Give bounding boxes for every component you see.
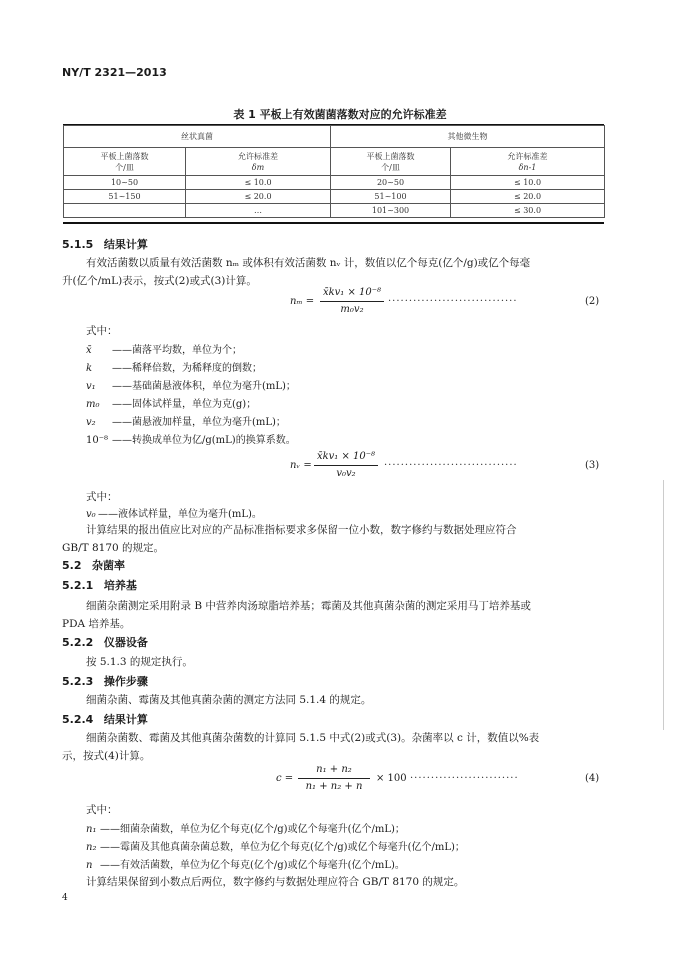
equation-2-numerator: x̄kv₁ × 10⁻⁸: [322, 287, 382, 298]
equation-2-denominator: m₀v₂: [340, 304, 364, 315]
paragraph: 计算结果保留到小数点后两位，数字修约与数据处理应符合 GB/T 8170 的规定。: [86, 876, 465, 888]
table-1: [63, 125, 605, 218]
table-cell: 101~300: [331, 204, 451, 218]
equation-3-lhs: nᵥ =: [290, 460, 312, 471]
definition-row: k ——稀释倍数，为稀释度的倒数；: [86, 363, 262, 374]
definition-row: x̄ ——菌落平均数，单位为个；: [86, 345, 242, 356]
table-cell: ≤ 10.0: [451, 176, 605, 190]
section-heading-5-1-5: 5.1.5 结果计算: [62, 238, 148, 251]
definition-row: n₁ ——细菌杂菌数，单位为亿个每克(亿个/g)或亿个每毫升(亿个/mL)；: [86, 824, 405, 835]
equation-4-tail: × 100: [376, 773, 407, 784]
section-heading-5-2-4: 5.2.4 结果计算: [62, 713, 148, 726]
definition-row: v₀ ——液体试样量，单位为毫升(mL)。: [86, 509, 262, 520]
paragraph: 细菌杂菌测定采用附录 B 中营养肉汤琼脂培养基；霉菌及其他真菌杂菌的测定采用马丁培养基或: [86, 600, 531, 612]
section-heading-5-2: 5.2 杂菌率: [62, 559, 125, 572]
table-row: [64, 176, 605, 190]
table-cell: ≤ 30.0: [451, 204, 605, 218]
table-cell: …: [186, 204, 331, 218]
equation-2-number: (2): [585, 296, 600, 307]
leader-dots: ································: [384, 460, 518, 471]
fraction-line: [320, 301, 384, 302]
paragraph: 计算结果的报出值应比对应的产品标准指标要求多保留一位小数，数字修约与数据处理应符合: [86, 524, 517, 536]
table-cell: 51~150: [64, 190, 186, 204]
definition-row: v₁ ——基础菌悬液体积，单位为毫升(mL)；: [86, 381, 296, 392]
leader-dots: ·······························: [388, 296, 518, 307]
definition-row: n ——有效活菌数，单位为亿个每克(亿个/g)或亿个每毫升(亿个/mL)。: [86, 860, 405, 871]
definition-row: 10⁻⁸ ——转换成单位为亿/g(mL)的换算系数。: [86, 435, 296, 446]
equation-4-numerator: n₁ + n₂: [316, 764, 352, 775]
scan-edge-line: [663, 480, 664, 730]
section-heading-5-2-3: 5.2.3 操作步骤: [62, 675, 148, 688]
paragraph: 有效活菌数以质量有效活菌数 nₘ 或体积有效活菌数 nᵥ 计，数值以亿个每克(亿个/g)或亿个每毫: [86, 257, 531, 269]
leader-dots: ··························: [410, 773, 519, 784]
group-header-other: 其他微生物: [331, 126, 605, 148]
fraction-line: [298, 778, 370, 779]
table-cell: [64, 204, 186, 218]
table-caption: 表 1 平板上有效菌菌落数对应的允许标准差: [233, 108, 447, 121]
table-cell: ≤ 20.0: [186, 190, 331, 204]
table-cell: 10~50: [64, 176, 186, 190]
col-header: 平板上菌落数 个/皿: [331, 148, 451, 176]
definition-row: n₂ ——霉菌及其他真菌杂菌总数，单位为亿个每克(亿个/g)或亿个每毫升(亿个/mL)；: [86, 842, 465, 853]
paragraph: 示，按式(4)计算。: [62, 750, 151, 762]
section-heading-5-2-2: 5.2.2 仪器设备: [62, 636, 148, 649]
table-row: [64, 190, 605, 204]
equation-4-denominator: n₁ + n₂ + n: [305, 781, 363, 792]
definition-row: v₂ ——菌悬液加样量，单位为毫升(mL)；: [86, 417, 286, 428]
table-cell: 51~100: [331, 190, 451, 204]
equation-3-numerator: x̄kv₁ × 10⁻⁸: [316, 451, 376, 462]
paragraph: 按 5.1.3 的规定执行。: [86, 656, 193, 668]
table-cell: ≤ 10.0: [186, 176, 331, 190]
equation-3-number: (3): [585, 460, 600, 471]
paragraph: 细菌杂菌数、霉菌及其他真菌杂菌数的计算同 5.1.5 中式(2)或式(3)。杂菌率以 c 计，数值以%表: [86, 732, 540, 744]
equation-3-denominator: v₀v₂: [336, 468, 356, 479]
page-number: 4: [62, 893, 68, 903]
paragraph: PDA 培养基。: [62, 618, 131, 630]
where-label: 式中：: [86, 491, 118, 503]
paragraph: 升(亿个/mL)表示，按式(2)或式(3)计算。: [62, 275, 257, 287]
col-header: 平板上菌落数 个/皿: [64, 148, 186, 176]
standard-id: NY/T 2321—2013: [62, 66, 167, 79]
definition-row: m₀ ——固体试样量，单位为克(g)；: [86, 399, 257, 410]
equation-2-lhs: nₘ =: [290, 296, 315, 307]
table-cell: ≤ 20.0: [451, 190, 605, 204]
table-bottom-rule: [63, 222, 604, 224]
where-label: 式中：: [86, 804, 118, 816]
paragraph: 细菌杂菌、霉菌及其他真菌杂菌的测定方法同 5.1.4 的规定。: [86, 694, 372, 706]
col-header: 允许标准差 δn-1: [451, 148, 605, 176]
paragraph: GB/T 8170 的规定。: [62, 542, 165, 554]
group-header-fungi: 丝状真菌: [64, 126, 331, 148]
col-header: 允许标准差 δm: [186, 148, 331, 176]
table-cell: 20~50: [331, 176, 451, 190]
section-heading-5-2-1: 5.2.1 培养基: [62, 579, 137, 592]
fraction-line: [314, 465, 378, 466]
where-label: 式中：: [86, 325, 118, 337]
table-row: [64, 204, 605, 218]
equation-4-lhs: c =: [276, 773, 294, 784]
equation-4-number: (4): [585, 773, 600, 784]
